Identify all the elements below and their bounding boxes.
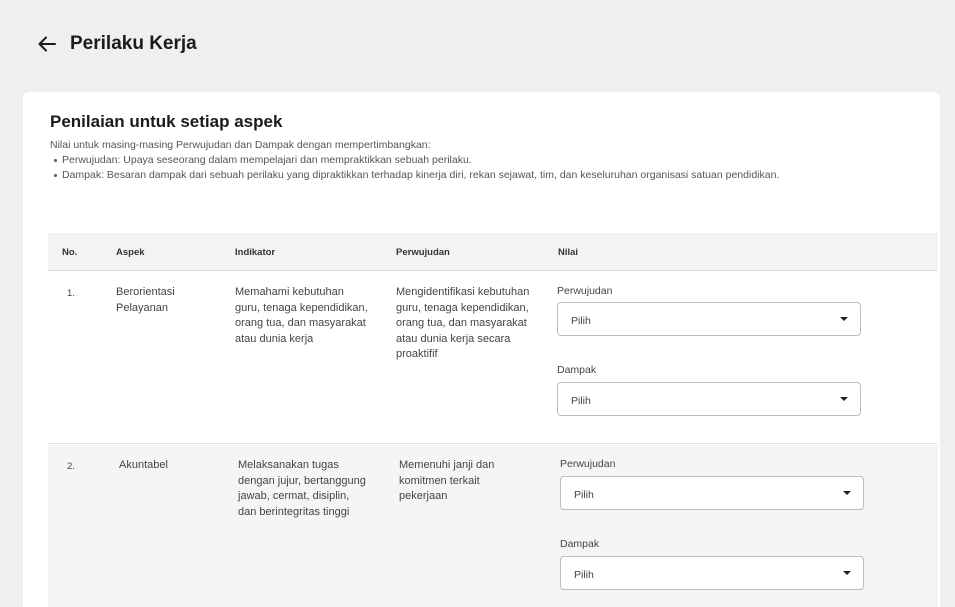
table-header xyxy=(48,233,938,271)
perwujudan-label: Perwujudan xyxy=(560,458,616,470)
chevron-down-icon xyxy=(840,317,848,321)
dampak-label: Dampak xyxy=(557,364,597,376)
chevron-down-icon xyxy=(840,397,848,401)
select-value: Pilih xyxy=(574,569,594,581)
perwujudan-cell: Mengidentifikasi kebutuhan guru, tenaga kependidikan, orang tua, dan masyarakat atau dunia kerja secara proaktifif xyxy=(396,286,530,360)
aspek-cell: Akuntabel xyxy=(119,459,168,471)
row-number: 1. xyxy=(67,288,75,299)
col-header-perwujudan: Perwujudan xyxy=(396,247,450,258)
criteria-item-perwujudan: Perwujudan: Upaya seseorang dalam mempelajari dan mempraktikkan sebuah perilaku. xyxy=(50,153,810,168)
card-title: Penilaian untuk setiap aspek xyxy=(50,112,283,131)
arrow-left-icon xyxy=(38,36,56,52)
indikator-cell: Memahami kebutuhan guru, tenaga kependidikan, orang tua, dan masyarakat atau dunia kerja xyxy=(235,286,368,345)
perwujudan-select[interactable] xyxy=(560,476,864,510)
select-value: Pilih xyxy=(574,489,594,501)
card-description xyxy=(50,138,810,183)
page-title: Perilaku Kerja xyxy=(70,33,197,54)
assessment-card xyxy=(23,92,940,607)
table-row xyxy=(48,445,938,607)
select-value: Pilih xyxy=(571,315,591,327)
back-button[interactable] xyxy=(36,33,58,55)
select-value: Pilih xyxy=(571,395,591,407)
chevron-down-icon xyxy=(843,491,851,495)
row-number: 2. xyxy=(67,461,75,472)
criteria-item-dampak: Dampak: Besaran dampak dari sebuah perilaku yang dipraktikkan terhadap kinerja diri, rekan sejawat, tim, dan keseluruhan organisasi satuan pendidikan. xyxy=(50,168,810,183)
col-header-no: No. xyxy=(62,247,78,258)
indikator-cell: Melaksanakan tugas dengan jujur, bertanggung jawab, cermat, disiplin, dan berintegritas tinggi xyxy=(238,459,366,518)
dampak-select[interactable] xyxy=(557,382,861,416)
col-header-nilai: Nilai xyxy=(558,247,579,258)
intro-text: Nilai untuk masing-masing Perwujudan dan Dampak dengan mempertimbangkan: xyxy=(50,139,431,151)
perwujudan-select[interactable] xyxy=(557,302,861,336)
col-header-indikator: Indikator xyxy=(235,247,276,258)
perwujudan-label: Perwujudan xyxy=(557,285,613,297)
aspek-cell: Berorientasi Pelayanan xyxy=(116,286,175,314)
criteria-list xyxy=(50,153,810,183)
dampak-label: Dampak xyxy=(560,538,600,550)
chevron-down-icon xyxy=(843,571,851,575)
table-row xyxy=(48,272,938,444)
col-header-aspek: Aspek xyxy=(116,247,145,258)
page-header xyxy=(36,33,197,55)
dampak-select[interactable] xyxy=(560,556,864,590)
perwujudan-cell: Memenuhi janji dan komitmen terkait pekerjaan xyxy=(399,459,495,502)
